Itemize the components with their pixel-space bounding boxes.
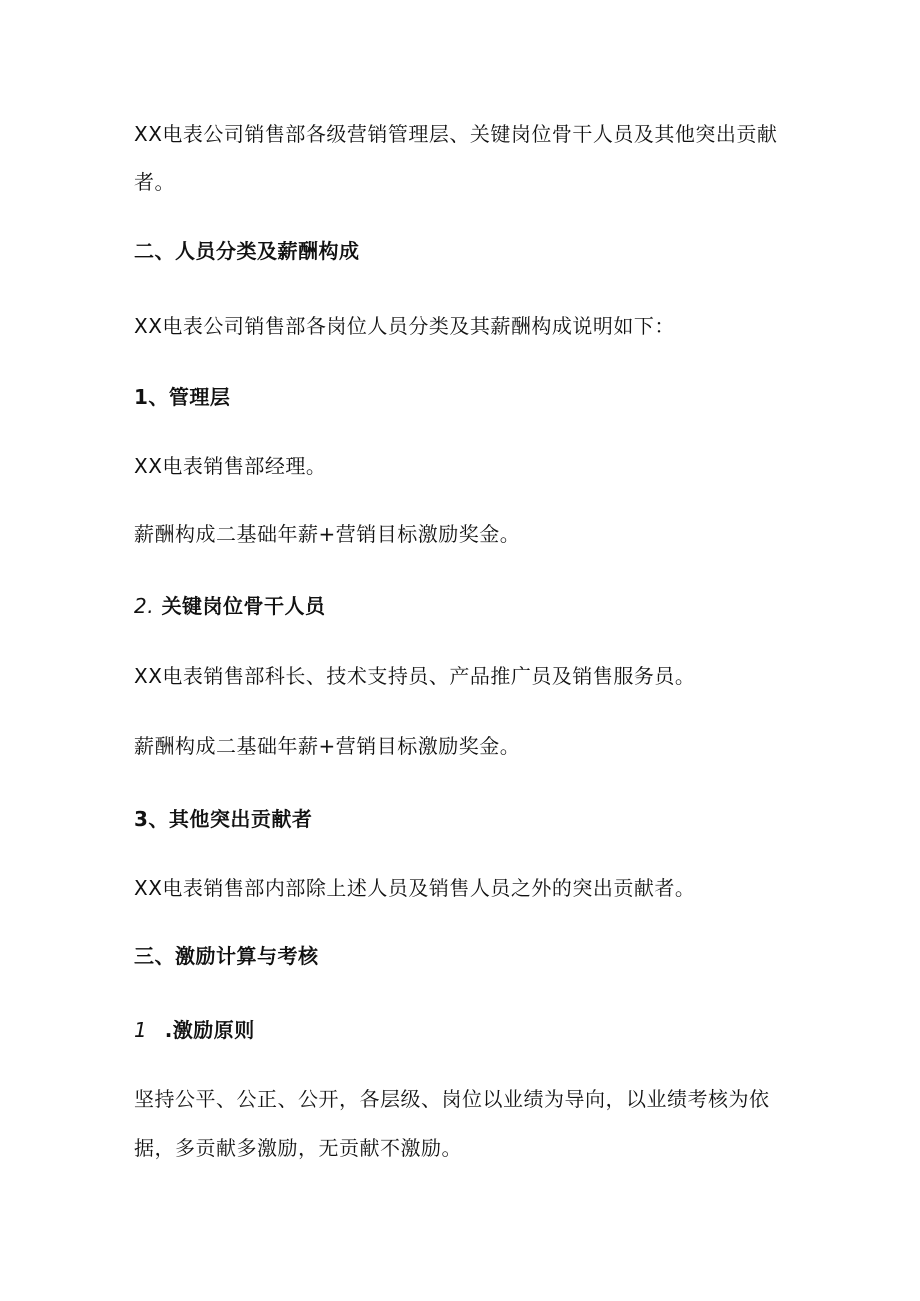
scope-text-line-2: 者。 [134, 170, 175, 194]
sub-1-text-line-1: 坚持公平、公正、公开，各层级、岗位以业绩为导向，以业绩考核为依 [134, 1087, 770, 1111]
sub-1-heading-text: .激励原则 [164, 1018, 255, 1042]
sub-1-heading-number: 1 [134, 1018, 148, 1042]
item-2-heading-text: 关键岗位骨干人员 [161, 594, 326, 618]
item-3-heading: 3、其他突出贡献者 [134, 807, 313, 831]
sub-1-heading [134, 1016, 794, 1044]
section-2-heading: 二、人员分类及薪酬构成 [134, 239, 360, 263]
item-1-heading: 1、管理层 [134, 385, 231, 409]
item-2-description: XX电表销售部科长、技术支持员、产品推广员及销售服务员。 [134, 664, 696, 688]
item-1-pay-structure: 薪酬构成二基础年薪+营销目标激励奖金。 [134, 522, 521, 546]
item-3-description: XX电表销售部内部除上述人员及销售人员之外的突出贡献者。 [134, 876, 696, 900]
scope-text-line-1: XX电表公司销售部各级营销管理层、关键岗位骨干人员及其他突出贡献 [134, 122, 778, 146]
section-2-intro: XX电表公司销售部各岗位人员分类及其薪酬构成说明如下： [134, 314, 675, 338]
item-2-heading [134, 592, 794, 620]
item-1-description: XX电表销售部经理。 [134, 454, 327, 478]
section-3-heading: 三、激励计算与考核 [134, 944, 319, 968]
item-2-pay-structure: 薪酬构成二基础年薪+营销目标激励奖金。 [134, 734, 521, 758]
item-2-heading-number: 2. [134, 594, 155, 618]
sub-1-text-line-2: 据，多贡献多激励，无贡献不激励。 [134, 1136, 462, 1160]
